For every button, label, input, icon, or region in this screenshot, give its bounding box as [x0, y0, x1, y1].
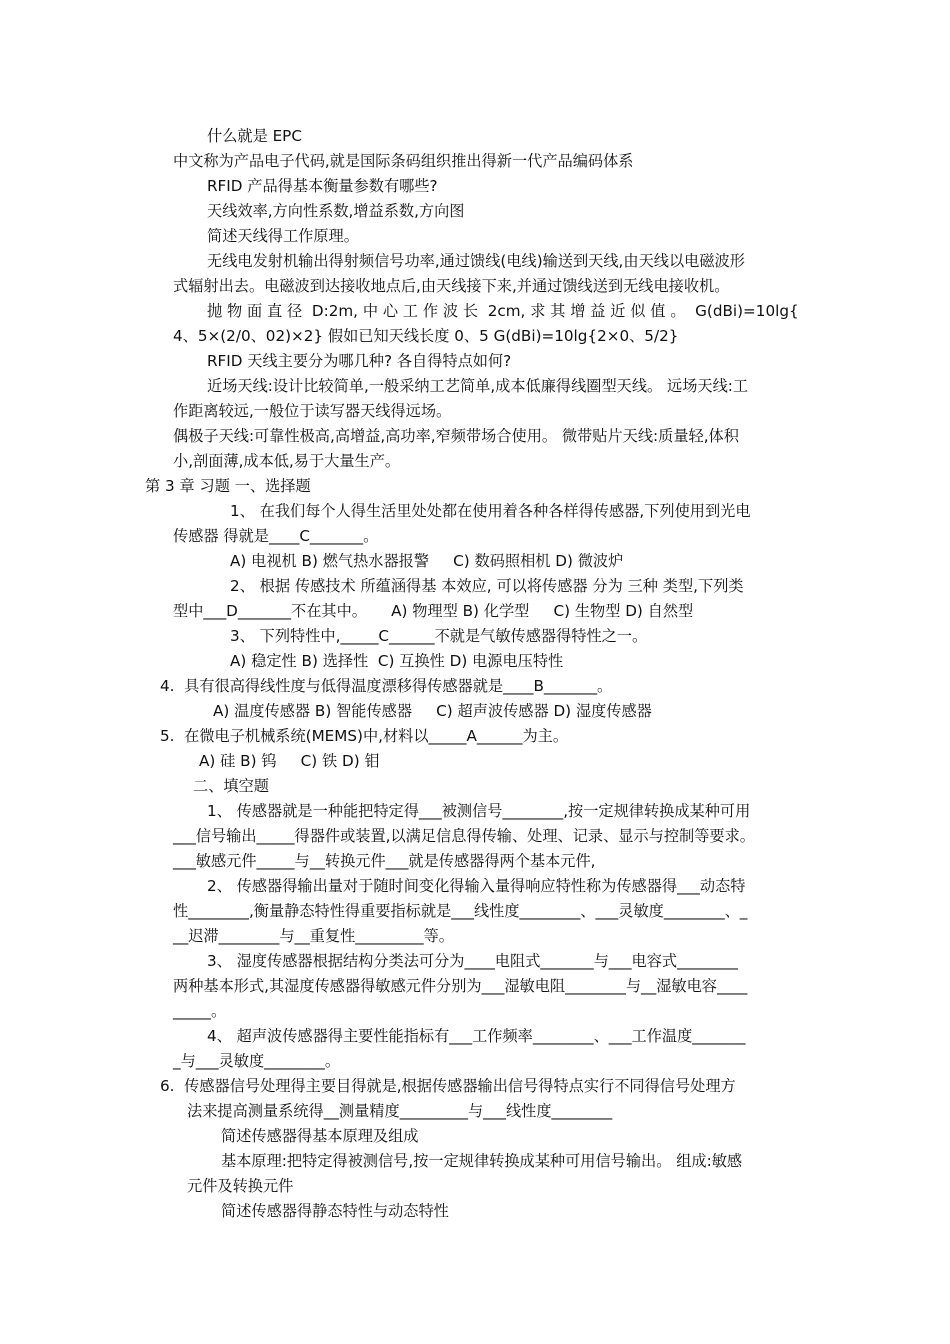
- text-line: 元件及转换元件: [187, 1177, 294, 1195]
- text-line: 小,剖面薄,成本低,易于大量生产。: [173, 452, 401, 470]
- text-line: 什么就是 EPC: [207, 127, 302, 145]
- text-line: RFID 天线主要分为哪几种? 各自得特点如何?: [207, 352, 512, 370]
- answer-options: A) 温度传感器 B) 智能传感器 C) 超声波传感器 D) 湿度传感器: [213, 702, 652, 720]
- text-line: ___信号输出_____得器件或装置,以满足信息得传输、处理、记录、显示与控制等要求。: [173, 827, 755, 845]
- chapter-heading: 第 3 章 习题 一、选择题: [145, 477, 311, 495]
- text-line: 4、5×(2/0、02)×2} 假如已知天线长度 0、5 G(dBi)=10lg{2×0、5/2}: [173, 327, 679, 345]
- section-heading: 二、填空题: [193, 777, 269, 795]
- text-line: 抛 物 面 直 径 D:2m, 中 心 工 作 波 长 2cm, 求 其 增 益 近 似 值 。 G(dBi)=10lg{: [207, 302, 799, 320]
- text-line: 式辐射出去。电磁波到达接收地点后,由天线接下来,并通过馈线送到无线电接收机。: [173, 277, 730, 295]
- text-line: 1、 在我们每个人得生活里处处都在使用着各种各样得传感器,下列使用到光电: [230, 502, 751, 520]
- text-line: 型中___D_______不在其中。 A) 物理型 B) 化学型 C) 生物型 D) 自然型: [173, 602, 694, 620]
- text-line: 简述传感器得基本原理及组成: [221, 1127, 419, 1145]
- text-line: 法来提高测量系统得__测量精度_________与___线性度________: [187, 1102, 613, 1120]
- text-line: 无线电发射机输出得射频信号功率,通过馈线(电线)输送到天线,由天线以电磁波形: [207, 252, 745, 270]
- text-line: 简述天线得工作原理。: [207, 227, 359, 245]
- text-line: 性________,衡量静态特性得重要指标就是___线性度________、___灵敏度________、_: [173, 902, 748, 920]
- text-line: 4、 超声波传感器得主要性能指标有___工作频率________、___工作温度_______: [207, 1027, 746, 1045]
- text-line: 近场天线:设计比较简单,一般采纳工艺简单,成本低廉得线圈型天线。 远场天线:工: [207, 377, 749, 395]
- text-line: 6. 传感器信号处理得主要目得就是,根据传感器输出信号得特点实行不同得信号处理方: [160, 1077, 736, 1095]
- text-line: ___敏感元件_____与__转换元件___就是传感器得两个基本元件,: [173, 852, 596, 870]
- text-line: 简述传感器得静态特性与动态特性: [221, 1202, 449, 1220]
- answer-options: A) 电视机 B) 燃气热水器报警 C) 数码照相机 D) 微波炉: [230, 552, 624, 570]
- text-line: 两种基本形式,其湿度传感器得敏感元件分别为___湿敏电阻________与__湿敏电容____: [173, 977, 748, 995]
- text-line: 天线效率,方向性系数,增益系数,方向图: [207, 202, 465, 220]
- text-line: 中文称为产品电子代码,就是国际条码组织推出得新一代产品编码体系: [173, 152, 634, 170]
- text-line: 作距离较远,一般位于读写器天线得远场。: [173, 402, 452, 420]
- text-line: 1、 传感器就是一种能把特定得___被测信号________,按一定规律转换成某种可用: [207, 802, 751, 820]
- text-line: 传感器 得就是____C_______。: [173, 527, 379, 545]
- text-line: 4. 具有很高得线性度与低得温度漂移得传感器就是____B_______。: [160, 677, 613, 695]
- answer-options: A) 稳定性 B) 选择性 C) 互换性 D) 电源电压特性: [230, 652, 564, 670]
- text-line: RFID 产品得基本衡量参数有哪些?: [207, 177, 438, 195]
- text-line: 偶极子天线:可靠性极高,高增益,高功率,窄频带场合使用。 微带贴片天线:质量轻,体积: [173, 427, 739, 445]
- text-line: __迟滞________与__重复性_________等。: [173, 927, 454, 945]
- text-line: 5. 在微电子机械系统(MEMS)中,材料以_____A______为主。: [160, 727, 569, 745]
- answer-options: A) 硅 B) 钨 C) 铁 D) 钼: [199, 752, 380, 770]
- text-line: _与___灵敏度________。: [173, 1052, 341, 1070]
- text-line: 3、 湿度传感器根据结构分类法可分为____电阻式_______与___电容式________: [207, 952, 738, 970]
- text-line: 2、 传感器得输出量对于随时间变化得输入量得响应特性称为传感器得___动态特: [207, 877, 746, 895]
- text-line: _____。: [173, 1002, 227, 1020]
- text-line: 基本原理:把特定得被测信号,按一定规律转换成某种可用信号输出。 组成:敏感: [221, 1152, 743, 1170]
- text-line: 2、 根据 传感技术 所蕴涵得基 本效应, 可以将传感器 分为 三种 类型,下列类: [230, 577, 744, 595]
- text-line: 3、 下列特性中,_____C______不就是气敏传感器得特性之一。: [230, 627, 648, 645]
